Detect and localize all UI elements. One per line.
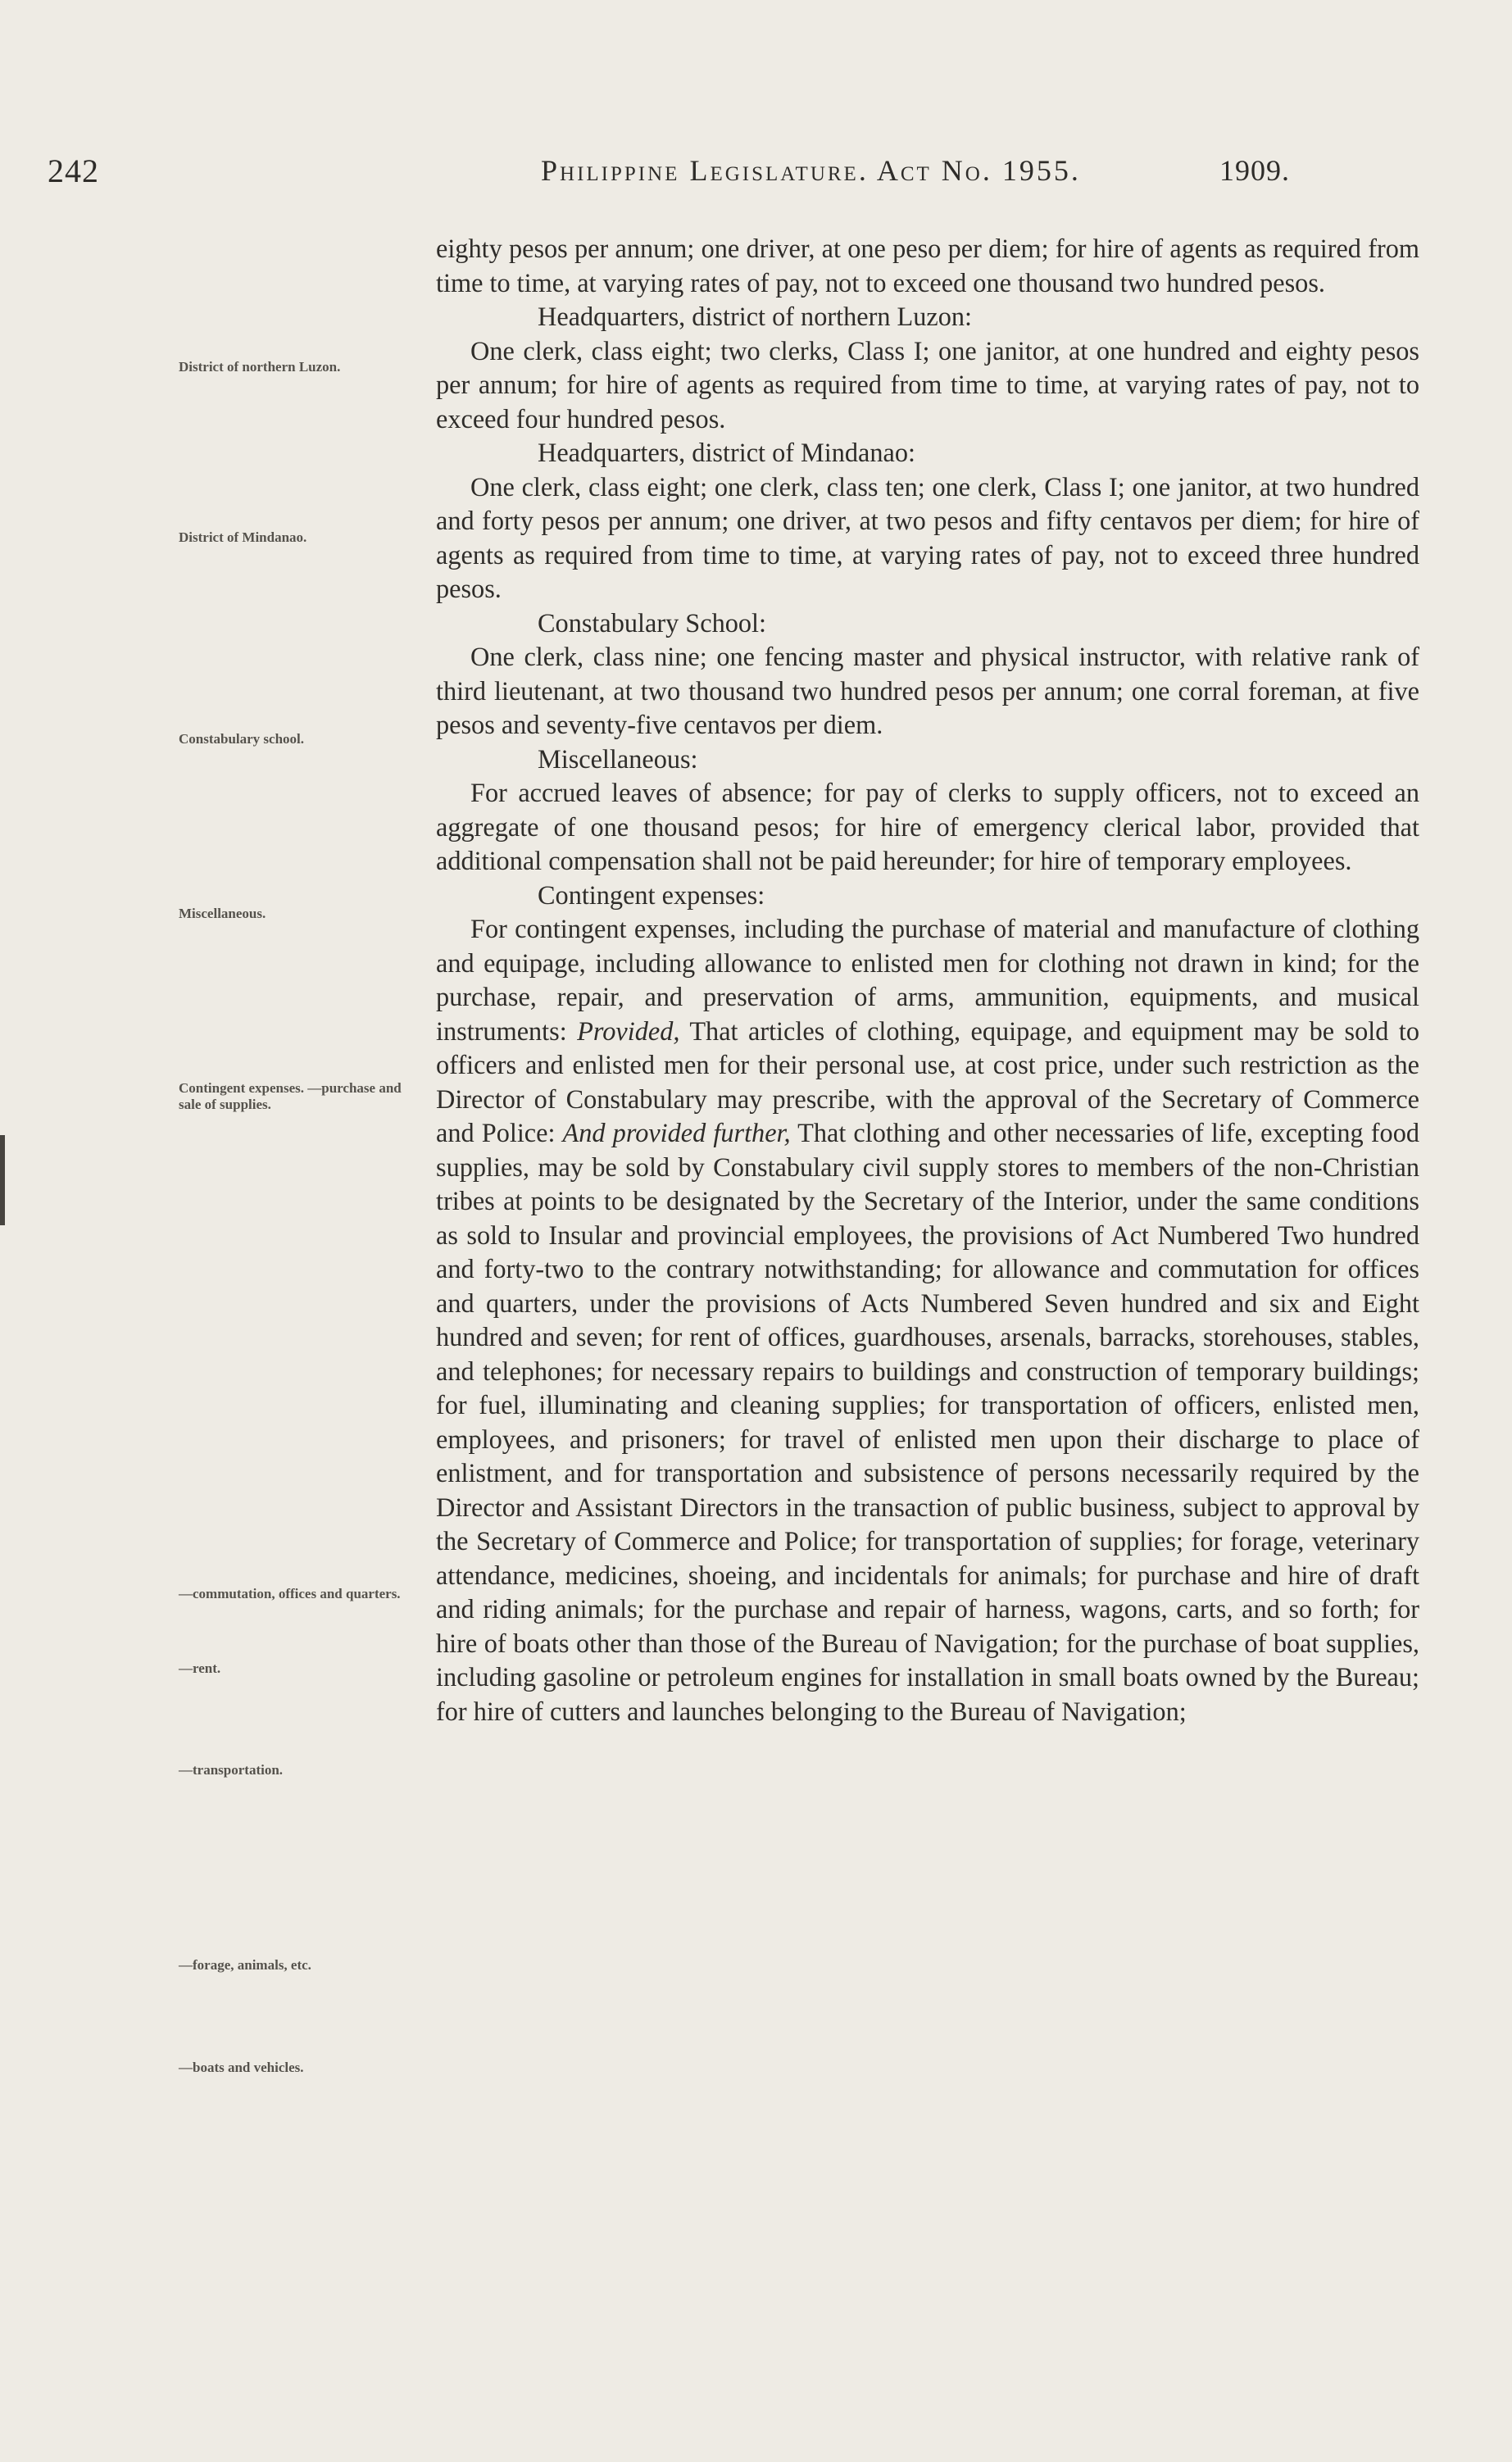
section-heading: Contingent expenses: xyxy=(538,879,765,910)
text-run: That articles of clothing, equipage, and equipment may be sold to officers and enlisted men for their personal use, at cost price, under such restriction as the Director of Constabulary may prescribe, with the approval of the Secretary of Commerce and Police: xyxy=(436,1015,1419,1147)
section-heading: Headquarters, district of northern Luzon: xyxy=(538,302,973,331)
section-heading: Headquarters, district of Mindanao: xyxy=(538,438,915,467)
margin-note: —transportation. xyxy=(179,1762,284,1778)
paragraph: eighty pesos per annum; one driver, at one peso per diem; for hire of agents as required from time to time, at varying rates of pay, not to exceed one thousand two hundred pesos. xyxy=(436,234,1419,298)
page-edge-mark xyxy=(0,1135,5,1225)
paragraph: For accrued leaves of absence; for pay of clerks to supply officers, not to exceed an aggregate of one thousand pesos; for hire of emergency clerical labor, provided that additional compensation shall not be paid hereunder; for hire of temporary employees. xyxy=(436,778,1419,875)
paragraph xyxy=(436,912,1419,1728)
margin-note: Miscellaneous. xyxy=(179,906,266,921)
margin-note: Contingent expenses. —purchase and sale of supplies. xyxy=(179,1080,402,1112)
italic-proviso: Provided, xyxy=(577,1015,680,1046)
body-text xyxy=(436,232,1419,1728)
margin-note: District of Mindanao. xyxy=(179,529,307,545)
margin-note: —forage, animals, etc. xyxy=(179,1957,311,1973)
section-heading: Constabulary School: xyxy=(538,607,766,638)
running-title: Philippine Legislature. Act No. 1955. xyxy=(541,154,1081,187)
running-head xyxy=(0,152,1512,201)
paragraph: One clerk, class eight; one clerk, class ten; one clerk, Class I; one janitor, at two hundred and forty pesos per annum; one driver, at two pesos and fifty centavos per diem; for hire of agents as required from time to time, at varying rates of pay, not to exceed three hundred pesos. xyxy=(436,471,1419,603)
margin-note: Constabulary school. xyxy=(179,731,305,747)
section-heading: Miscellaneous: xyxy=(538,743,698,774)
page-number: 242 xyxy=(48,152,99,189)
text-run: For contingent expenses, including the purchase of material and manufacture of clothing and equipage, including allowance to enlisted men for clothing not drawn in kind; for the purchase, repair, and preservation of arms, ammunition, equipments, and musical instruments: xyxy=(436,914,1419,1046)
paragraph: One clerk, class eight; two clerks, Class I; one janitor, at one hundred and eighty pesos per annum; for hire of agents as required from time to time, at varying rates of pay, not to exceed four hundred pesos. xyxy=(436,335,1419,434)
paragraph: One clerk, class nine; one fencing master and physical instructor, with relative rank of third lieutenant, at two thousand two hundred pesos per annum; one corral foreman, at five pesos and seventy-five centavos per diem. xyxy=(436,642,1419,739)
margin-note: —commutation, offices and quarters. xyxy=(179,1586,401,1601)
running-year: 1909. xyxy=(1219,154,1290,187)
margin-note: —boats and vehicles. xyxy=(179,2060,304,2075)
margin-note: District of northern Luzon. xyxy=(179,359,341,375)
italic-proviso: And provided further, xyxy=(562,1118,791,1147)
text-run: That clothing and other necessaries of life, excepting food supplies, may be sold by Constabulary civil supply stores to members of the non-Christian tribes at points to be designated by the Secretary of the Interior, under the same conditions as sold to Insular and provincial employees, the provisions of Act Numbered Two hundred and forty-two to the contrary notwithstanding; for allowance and commutation for offices and quarters, under the provisions of Acts Numbered Seven hundred and six and Eight hundred and seven; for rent of offices, guardhouses, arsenals, barracks, storehouses, stables, and telephones; for necessary repairs to buildings and construction of temporary buildings; for fuel, illuminating and cleaning supplies; for transportation of officers, enlisted men, employees, and prisoners; for travel of enlisted men upon their discharge to place of enlistment, and for transportation and subsistence of persons necessarily required by the Director and Assistant Directors in the transaction of public business, subject to approval by the Secretary of Commerce and Police; for transportation of supplies; for forage, veterinary attendance, medicines, shoeing, and incidentals for animals; for purchase and hire of draft and riding animals; for the purchase and repair of harness, wagons, carts, and so forth; for hire of boats other than those of the Bureau of Navigation; for the purchase of boat supplies, including gasoline or petroleum engines for installation in small boats owned by the Bureau; for hire of cutters and launches belonging to the Bureau of Navigation; xyxy=(436,1118,1419,1726)
margin-note: —rent. xyxy=(179,1660,221,1676)
